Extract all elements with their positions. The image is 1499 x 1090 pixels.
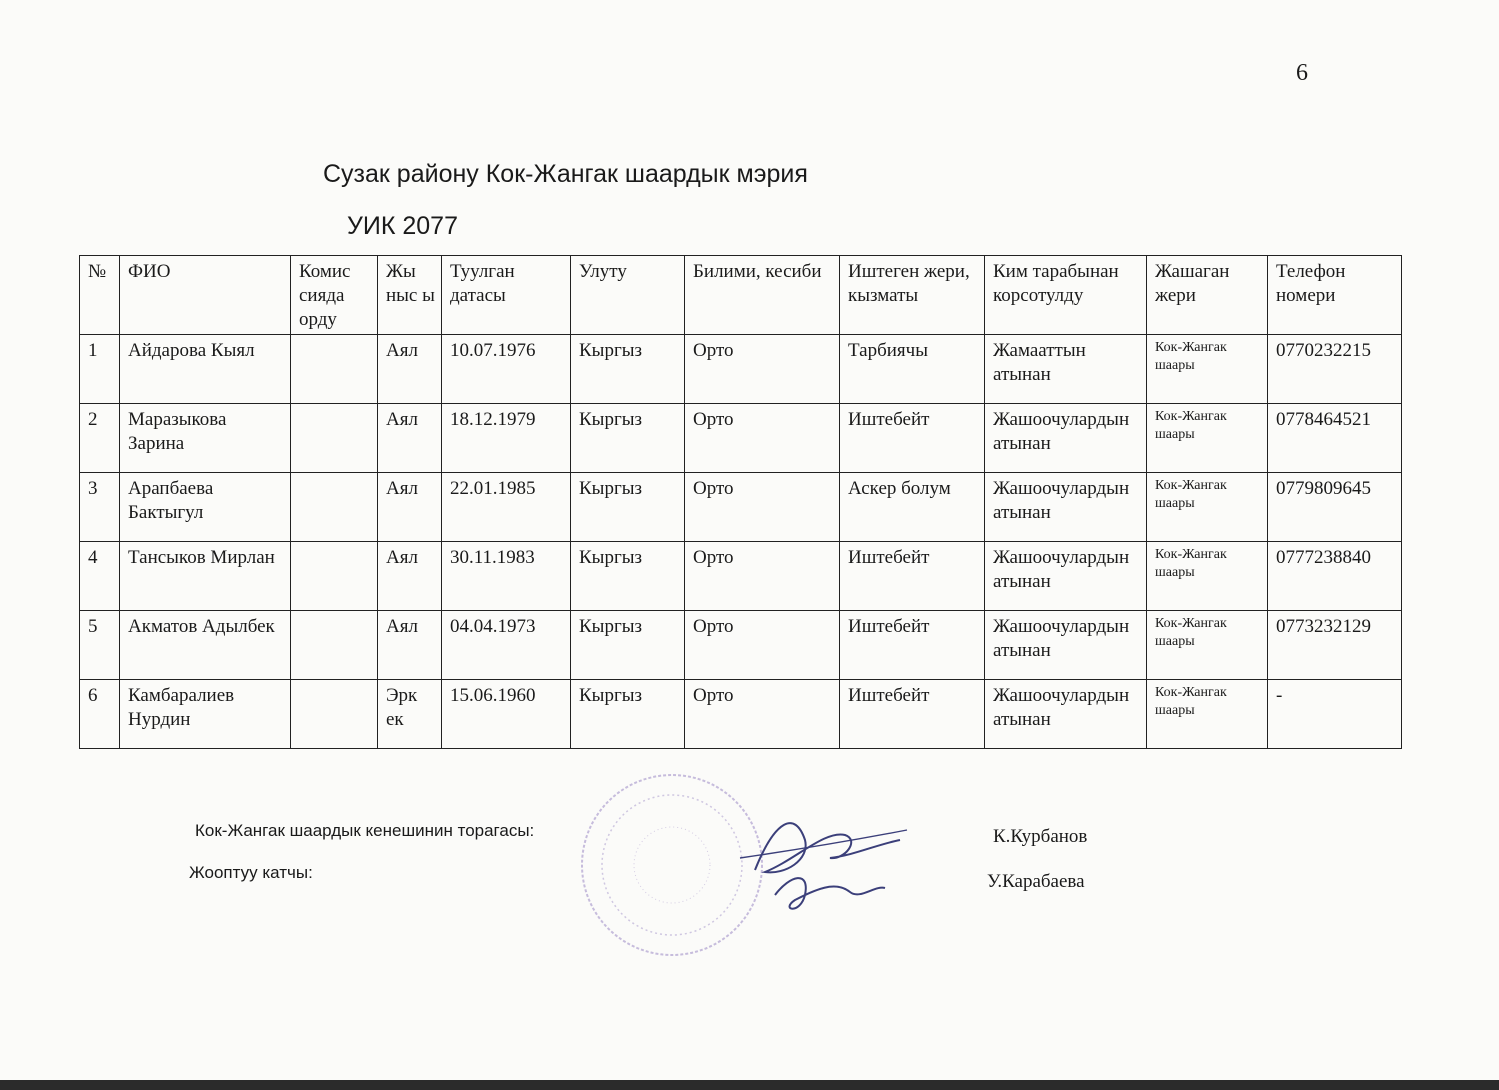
cell-education: Орто (685, 542, 840, 611)
cell-full-name: Акматов Адылбек (120, 611, 291, 680)
cell-nominated-by: Жашоочулардын атынан (985, 680, 1147, 749)
table-row (80, 680, 1402, 749)
cell-number: 3 (80, 473, 120, 542)
table-row (80, 404, 1402, 473)
header-commission-role: Комис сияда орду (291, 256, 378, 335)
cell-commission-role (291, 335, 378, 404)
page-number: 6 (1296, 60, 1308, 86)
header-workplace: Иштеген жери, кызматы (840, 256, 985, 335)
cell-number: 2 (80, 404, 120, 473)
cell-nationality: Кыргыз (571, 611, 685, 680)
table-row (80, 542, 1402, 611)
secretary-label: Жооптуу катчы: (189, 863, 313, 882)
document-subtitle: УИК 2077 (347, 212, 458, 240)
cell-workplace: Иштебейт (840, 542, 985, 611)
cell-phone: - (1268, 680, 1402, 749)
cell-full-name: Камбаралиев Нурдин (120, 680, 291, 749)
cell-full-name: Арапбаева Бактыгул (120, 473, 291, 542)
header-residence: Жашаган жери (1147, 256, 1268, 335)
chair-label: Кок-Жангак шаардык кенешинин торагасы: (195, 821, 535, 840)
cell-workplace: Иштебейт (840, 680, 985, 749)
cell-nationality: Кыргыз (571, 404, 685, 473)
cell-nationality: Кыргыз (571, 542, 685, 611)
cell-number: 1 (80, 335, 120, 404)
cell-gender: Аял (378, 542, 442, 611)
cell-workplace: Иштебейт (840, 611, 985, 680)
cell-residence: Кок-Жангак шаары (1147, 335, 1268, 404)
cell-residence: Кок-Жангак шаары (1147, 611, 1268, 680)
cell-phone: 0770232215 (1268, 335, 1402, 404)
cell-residence: Кок-Жангак шаары (1147, 404, 1268, 473)
cell-phone: 0778464521 (1268, 404, 1402, 473)
handwritten-signature (735, 800, 910, 925)
cell-phone: 0773232129 (1268, 611, 1402, 680)
table-header-row (80, 256, 1402, 335)
cell-gender: Аял (378, 611, 442, 680)
cell-number: 6 (80, 680, 120, 749)
cell-phone: 0779809645 (1268, 473, 1402, 542)
chair-name: К.Курбанов (993, 826, 1088, 847)
cell-workplace: Иштебейт (840, 404, 985, 473)
cell-workplace: Тарбиячы (840, 335, 985, 404)
cell-nationality: Кыргыз (571, 473, 685, 542)
cell-nationality: Кыргыз (571, 335, 685, 404)
cell-commission-role (291, 680, 378, 749)
cell-commission-role (291, 542, 378, 611)
cell-phone: 0777238840 (1268, 542, 1402, 611)
cell-nominated-by: Жашоочулардын атынан (985, 611, 1147, 680)
cell-residence: Кок-Жангак шаары (1147, 680, 1268, 749)
stamp-center (634, 827, 710, 903)
header-gender: Жы ныс ы (378, 256, 442, 335)
cell-workplace: Аскер болум (840, 473, 985, 542)
cell-education: Орто (685, 611, 840, 680)
signature-stroke-upper (755, 823, 900, 872)
cell-education: Орто (685, 335, 840, 404)
header-full-name: ФИО (120, 256, 291, 335)
signature-stroke-lower (775, 878, 885, 909)
header-nominated-by: Ким тарабынан корсотулду (985, 256, 1147, 335)
secretary-name: У.Карабаева (987, 871, 1085, 892)
header-education: Билими, кесиби (685, 256, 840, 335)
cell-full-name: Тансыков Мирлан (120, 542, 291, 611)
header-number: № (80, 256, 120, 335)
cell-nationality: Кыргыз (571, 680, 685, 749)
cell-full-name: Маразыкова Зарина (120, 404, 291, 473)
cell-commission-role (291, 611, 378, 680)
cell-nominated-by: Жашоочулардын атынан (985, 542, 1147, 611)
cell-residence: Кок-Жангак шаары (1147, 542, 1268, 611)
stamp-inner-ring (602, 795, 742, 935)
cell-gender: Аял (378, 473, 442, 542)
cell-education: Орто (685, 404, 840, 473)
cell-number: 5 (80, 611, 120, 680)
cell-residence: Кок-Жангак шаары (1147, 473, 1268, 542)
cell-birth-date: 30.11.1983 (442, 542, 571, 611)
scan-edge-bar (0, 1080, 1499, 1090)
header-birth-date: Туулган датасы (442, 256, 571, 335)
cell-gender: Эрк ек (378, 680, 442, 749)
cell-birth-date: 10.07.1976 (442, 335, 571, 404)
cell-gender: Аял (378, 335, 442, 404)
header-nationality: Улуту (571, 256, 685, 335)
cell-gender: Аял (378, 404, 442, 473)
cell-nominated-by: Жашоочулардын атынан (985, 404, 1147, 473)
members-table (79, 255, 1402, 749)
cell-nominated-by: Жашоочулардын атынан (985, 473, 1147, 542)
cell-commission-role (291, 404, 378, 473)
cell-full-name: Айдарова Кыял (120, 335, 291, 404)
table-row (80, 473, 1402, 542)
cell-birth-date: 15.06.1960 (442, 680, 571, 749)
table-row (80, 335, 1402, 404)
cell-birth-date: 22.01.1985 (442, 473, 571, 542)
cell-commission-role (291, 473, 378, 542)
document-title: Сузак району Кок-Жангак шаардык мэрия (323, 160, 808, 188)
cell-birth-date: 18.12.1979 (442, 404, 571, 473)
header-phone: Телефон номери (1268, 256, 1402, 335)
cell-nominated-by: Жамааттын атынан (985, 335, 1147, 404)
table-row (80, 611, 1402, 680)
cell-birth-date: 04.04.1973 (442, 611, 571, 680)
cell-education: Орто (685, 473, 840, 542)
cell-number: 4 (80, 542, 120, 611)
cell-education: Орто (685, 680, 840, 749)
